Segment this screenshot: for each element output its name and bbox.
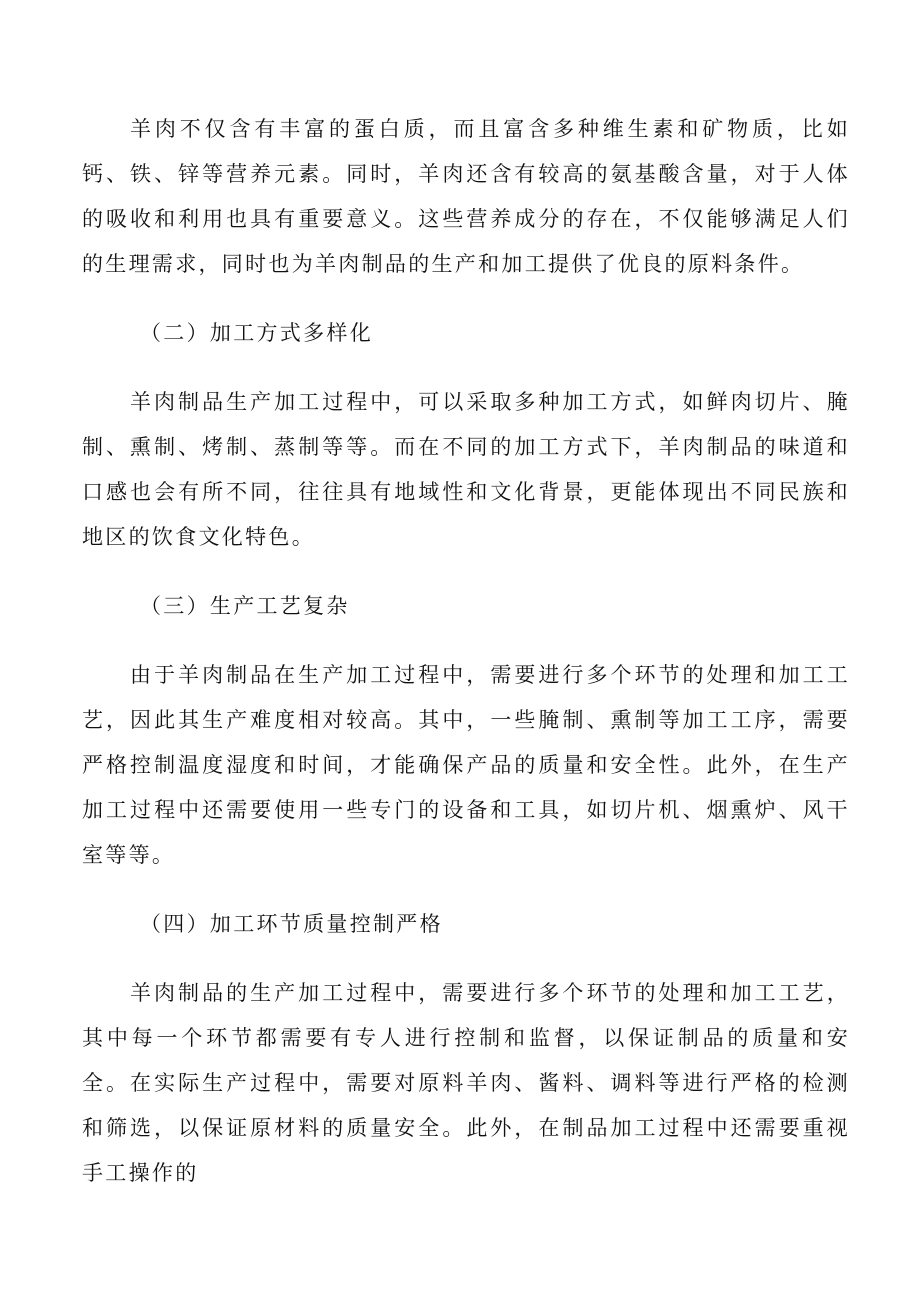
section-heading-3: （三）生产工艺复杂 <box>140 594 350 618</box>
paragraph-processing-methods: 羊肉制品生产加工过程中，可以采取多种加工方式，如鲜肉切片、腌制、熏制、烤制、蒸制等等。而在不同的加工方式下，羊肉制品的味道和口感也会有所不同，往往具有地域性和文化背景，更能体现出不同民族和地区的饮食文化特色。 <box>82 390 850 549</box>
paragraph-nutrition: 羊肉不仅含有丰富的蛋白质，而且富含多种维生素和矿物质，比如钙、铁、锌等营养元素。同时，羊肉还含有较高的氨基酸含量，对于人体的吸收和利用也具有重要意义。这些营养成分的存在，不仅能够满足人们的生理需求，同时也为羊肉制品的生产和加工提供了优良的原料条件。 <box>82 117 850 276</box>
section-heading-4: （四）加工环节质量控制严格 <box>140 912 443 936</box>
paragraph-production-process: 由于羊肉制品在生产加工过程中，需要进行多个环节的处理和加工工艺，因此其生产难度相对较高。其中，一些腌制、熏制等加工工序，需要严格控制温度湿度和时间，才能确保产品的质量和安全性。此外，在生产加工过程中还需要使用一些专门的设备和工具，如切片机、烟熏炉、风干室等等。 <box>82 663 850 867</box>
section-heading-2: （二）加工方式多样化 <box>140 321 373 345</box>
paragraph-quality-control: 羊肉制品的生产加工过程中，需要进行多个环节的处理和加工工艺，其中每一个环节都需要有专人进行控制和监督，以保证制品的质量和安全。在实际生产过程中，需要对原料羊肉、酱料、调料等进行严格的检测和筛选，以保证原材料的质量安全。此外，在制品加工过程中还需要重视手工操作的 <box>82 981 850 1185</box>
document-body <box>82 107 850 1220</box>
